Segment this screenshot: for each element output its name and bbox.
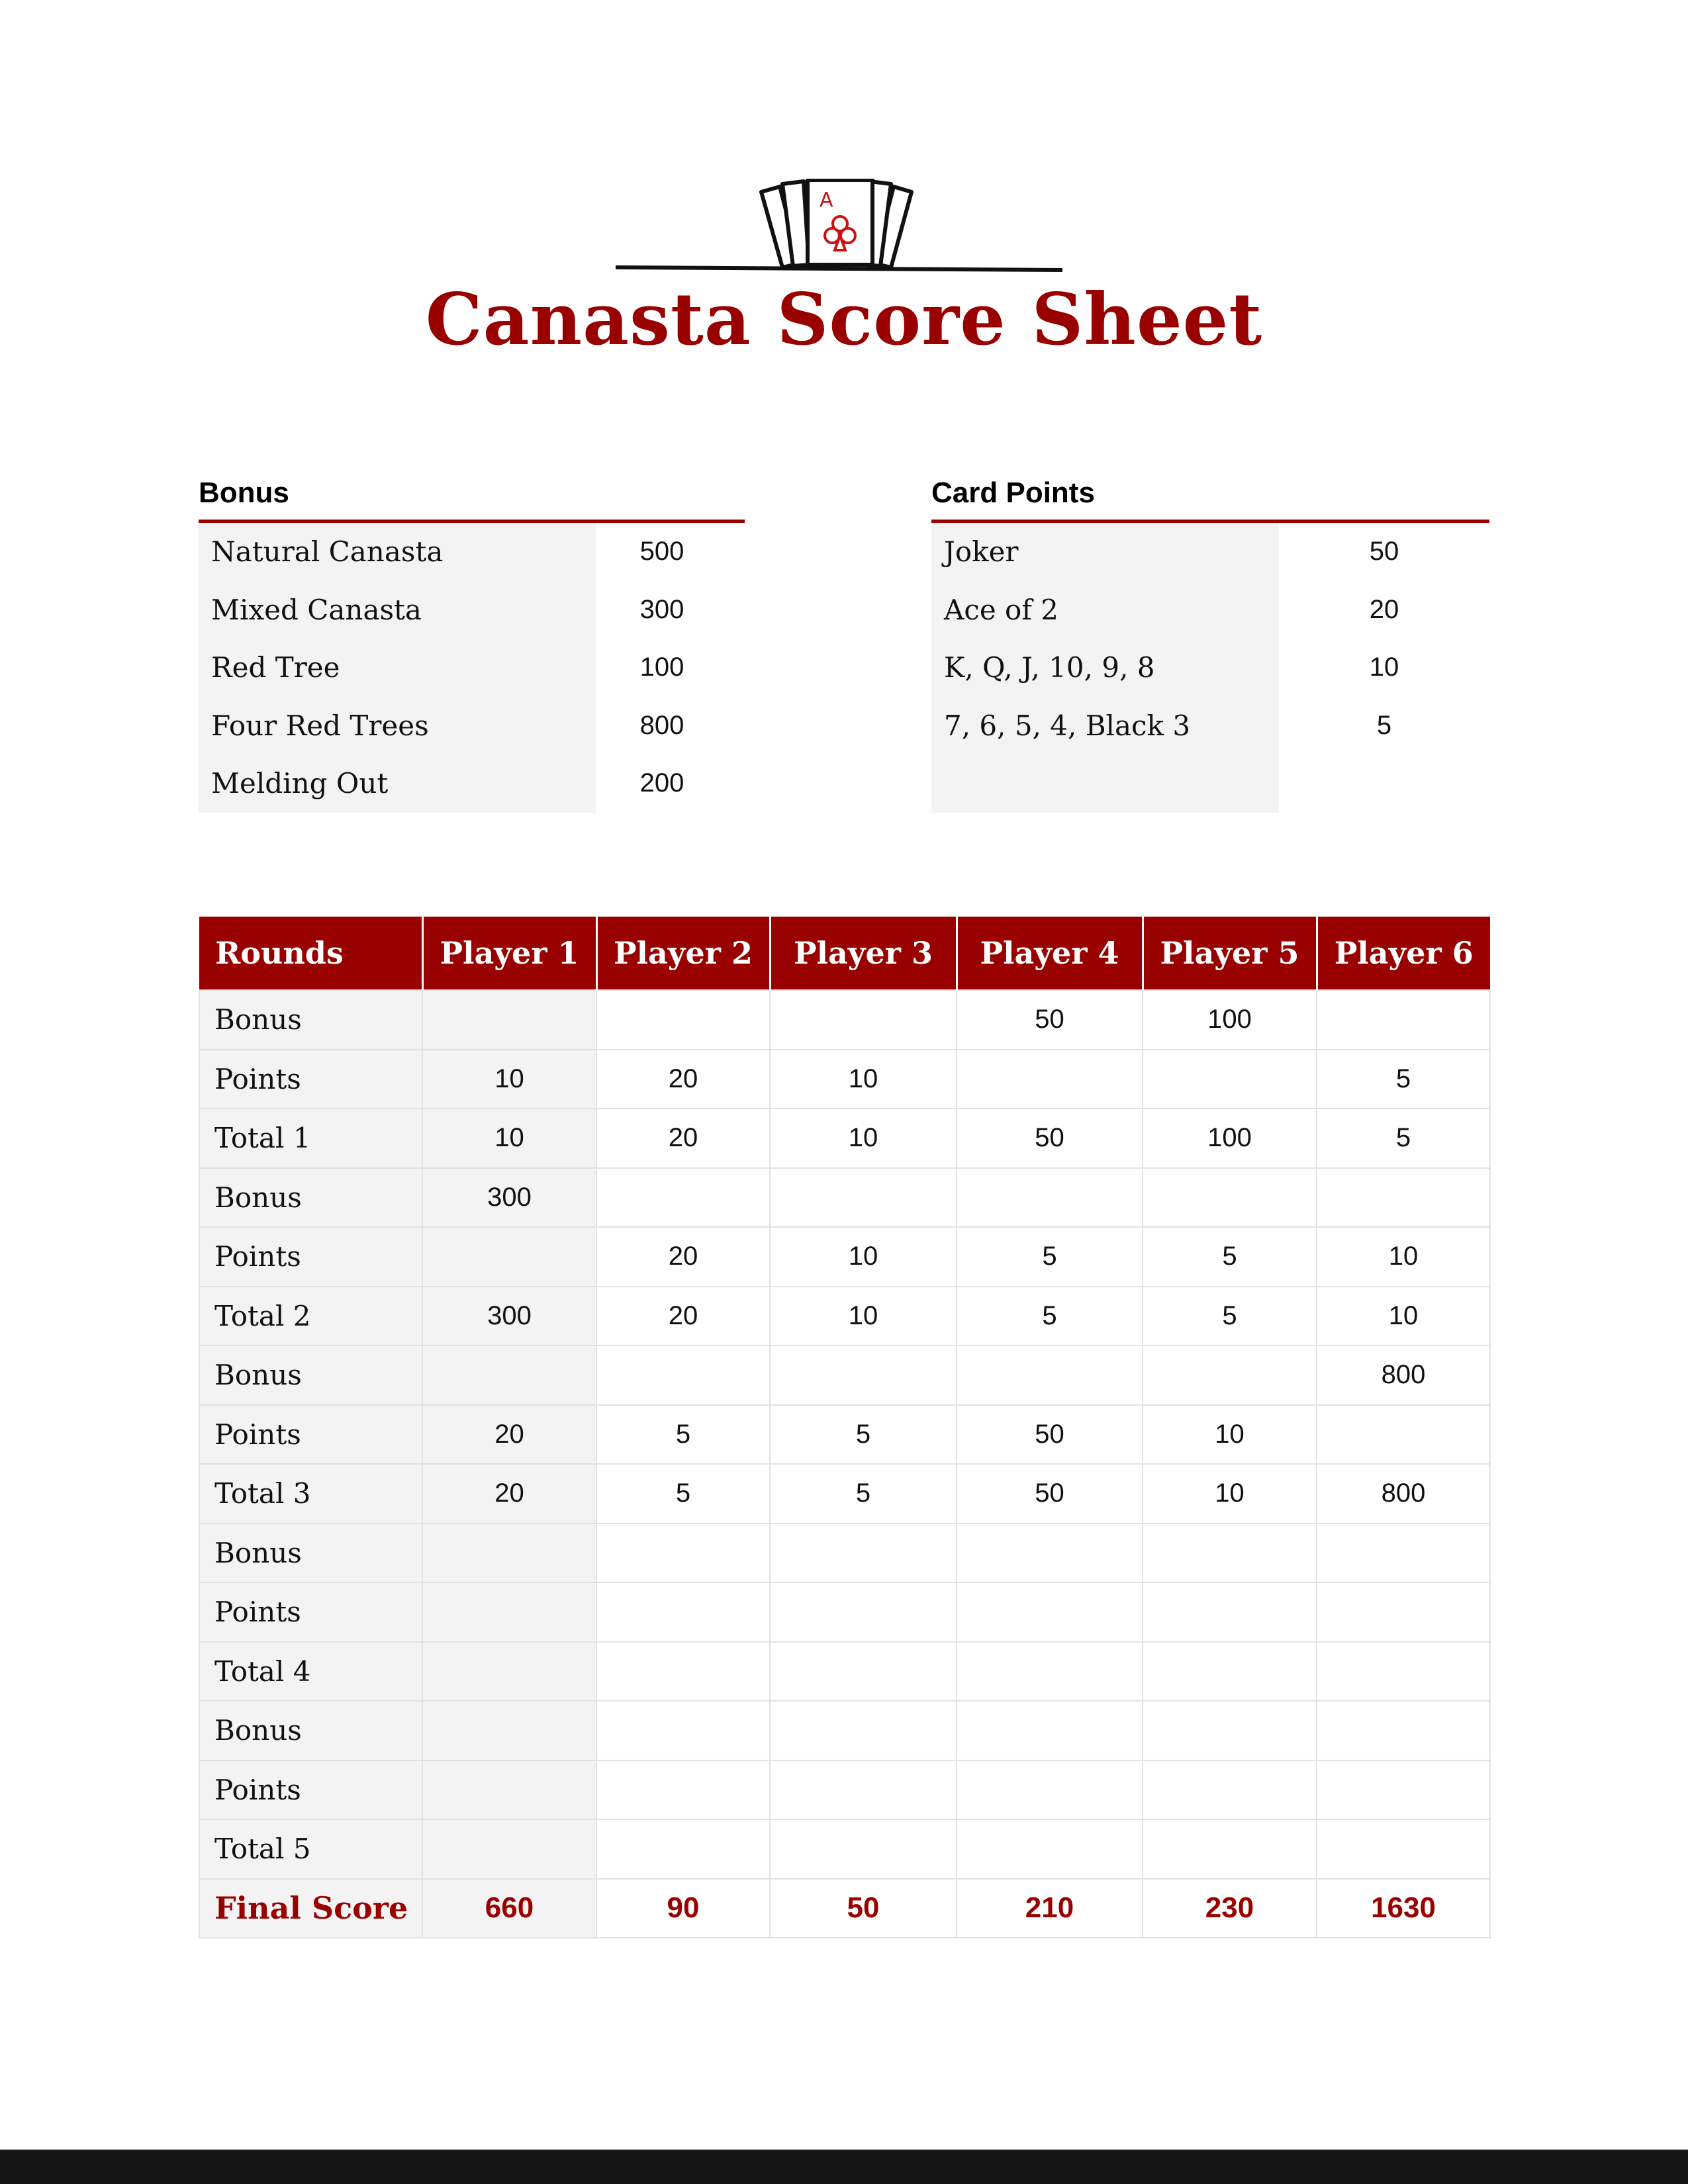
footer-bar [0, 2150, 1688, 2184]
table-row [199, 1050, 1490, 1109]
score-cell[interactable]: 10 [770, 1227, 957, 1287]
table-row [199, 1464, 1490, 1524]
score-cell[interactable] [770, 1524, 957, 1583]
score-cell[interactable] [596, 1642, 770, 1702]
round-label: Total 5 [199, 1819, 422, 1879]
score-cell[interactable]: 100 [1143, 1109, 1317, 1168]
bonus-row [199, 697, 745, 755]
score-cell[interactable] [422, 1227, 596, 1287]
score-cell[interactable] [422, 1524, 596, 1583]
player-column-header: Player 2 [596, 917, 770, 990]
score-cell[interactable] [422, 1760, 596, 1820]
round-label: Total 2 [199, 1287, 422, 1346]
score-cell[interactable]: 10 [1143, 1464, 1317, 1524]
card-points-row [931, 639, 1489, 697]
player-column-header: Player 6 [1317, 917, 1490, 990]
card-points-heading: Card Points [931, 470, 1489, 523]
score-cell[interactable] [770, 1168, 957, 1228]
round-label: Total 4 [199, 1642, 422, 1702]
score-cell[interactable] [770, 1701, 957, 1760]
table-row [199, 1582, 1490, 1642]
score-cell[interactable]: 5 [1317, 1109, 1490, 1168]
score-cell[interactable] [957, 1760, 1143, 1820]
score-cell[interactable] [770, 1345, 957, 1405]
score-cell[interactable] [422, 990, 596, 1050]
round-label: Total 3 [199, 1464, 422, 1524]
playing-cards-logo-icon [609, 179, 1066, 278]
round-label: Bonus [199, 1168, 422, 1228]
bonus-row [199, 581, 745, 639]
score-cell[interactable] [1143, 1760, 1317, 1820]
score-cell[interactable]: 100 [1143, 990, 1317, 1050]
round-label: Points [199, 1405, 422, 1465]
score-cell[interactable]: 50 [957, 1405, 1143, 1465]
table-row [199, 1819, 1490, 1879]
score-cell[interactable] [770, 1760, 957, 1820]
round-label: Points [199, 1050, 422, 1109]
score-cell[interactable] [596, 990, 770, 1050]
score-cell[interactable] [1143, 1819, 1317, 1879]
table-row [199, 1405, 1490, 1465]
score-cell[interactable]: 20 [596, 1287, 770, 1346]
round-label: Bonus [199, 990, 422, 1050]
score-cell[interactable]: 10 [422, 1050, 596, 1109]
score-cell[interactable]: 20 [596, 1227, 770, 1287]
score-cell[interactable] [1317, 1405, 1490, 1465]
table-row [199, 1345, 1490, 1405]
score-cell[interactable] [957, 1524, 1143, 1583]
score-cell[interactable] [1143, 1345, 1317, 1405]
score-cell[interactable]: 20 [422, 1464, 596, 1524]
score-cell[interactable] [1317, 1701, 1490, 1760]
round-label: Bonus [199, 1345, 422, 1405]
score-cell[interactable] [770, 990, 957, 1050]
bonus-label: Melding Out [211, 767, 389, 800]
final-score-cell[interactable]: 230 [1143, 1879, 1317, 1938]
card-points-row [931, 581, 1489, 639]
round-label: Points [199, 1582, 422, 1642]
card-label: 7, 6, 5, 4, Black 3 [944, 709, 1191, 742]
score-cell[interactable]: 5 [1143, 1287, 1317, 1346]
bonus-heading: Bonus [199, 470, 745, 523]
score-cell[interactable] [1317, 1760, 1490, 1820]
bonus-reference-table [199, 470, 745, 813]
card-label: K, Q, J, 10, 9, 8 [944, 651, 1155, 684]
round-label: Points [199, 1760, 422, 1820]
table-row [199, 1524, 1490, 1583]
final-score-cell[interactable]: 1630 [1317, 1879, 1490, 1938]
final-score-cell[interactable]: 50 [770, 1879, 957, 1938]
table-row [199, 1227, 1490, 1287]
score-cell[interactable] [1143, 1168, 1317, 1228]
final-score-cell[interactable]: 660 [422, 1879, 596, 1938]
final-score-row [199, 1879, 1490, 1938]
score-cell[interactable]: 5 [770, 1464, 957, 1524]
score-cell[interactable] [1317, 1582, 1490, 1642]
table-row [199, 990, 1490, 1050]
score-cell[interactable] [596, 1168, 770, 1228]
table-row [199, 1642, 1490, 1702]
final-score-cell[interactable]: 210 [957, 1879, 1143, 1938]
score-cell[interactable]: 10 [770, 1109, 957, 1168]
score-cell[interactable] [957, 1819, 1143, 1879]
score-cell[interactable] [1143, 1642, 1317, 1702]
score-cell[interactable] [422, 1819, 596, 1879]
score-cell[interactable] [770, 1582, 957, 1642]
card-value: 5 [1376, 710, 1392, 740]
score-cell[interactable] [770, 1819, 957, 1879]
score-cell[interactable] [1143, 1582, 1317, 1642]
score-cell[interactable] [957, 1642, 1143, 1702]
score-cell[interactable]: 50 [957, 990, 1143, 1050]
score-cell[interactable]: 20 [596, 1050, 770, 1109]
score-cell[interactable] [1143, 1701, 1317, 1760]
final-score-label: Final Score [199, 1879, 422, 1938]
player-column-header: Player 4 [957, 917, 1143, 990]
bonus-label: Natural Canasta [211, 535, 444, 569]
table-row [199, 1760, 1490, 1820]
score-cell[interactable]: 5 [596, 1405, 770, 1465]
score-cell[interactable]: 5 [596, 1464, 770, 1524]
score-cell[interactable] [1317, 1819, 1490, 1879]
table-row [199, 1109, 1490, 1168]
score-cell[interactable] [596, 1760, 770, 1820]
final-score-cell[interactable]: 90 [596, 1879, 770, 1938]
score-cell[interactable]: 10 [1143, 1405, 1317, 1465]
score-cell[interactable]: 20 [422, 1405, 596, 1465]
score-cell[interactable] [1317, 1642, 1490, 1702]
score-cell[interactable]: 10 [1317, 1227, 1490, 1287]
score-cell[interactable]: 50 [957, 1464, 1143, 1524]
score-cell[interactable] [1143, 1524, 1317, 1583]
bonus-label: Four Red Trees [211, 709, 429, 742]
score-cell[interactable] [596, 1819, 770, 1879]
round-label: Bonus [199, 1524, 422, 1583]
player-column-header: Player 1 [422, 917, 596, 990]
player-column-header: Player 3 [770, 917, 957, 990]
bonus-row [199, 754, 745, 813]
score-header-row [199, 917, 1490, 990]
score-cell[interactable] [957, 1168, 1143, 1228]
score-cell[interactable]: 20 [596, 1109, 770, 1168]
bonus-value: 800 [639, 710, 684, 740]
card-points-row [931, 523, 1489, 581]
bonus-row [199, 523, 745, 581]
card-points-row [931, 754, 1489, 813]
bonus-row [199, 639, 745, 697]
score-cell[interactable] [422, 1345, 596, 1405]
round-label: Bonus [199, 1701, 422, 1760]
card-points-row [931, 697, 1489, 755]
card-value: 50 [1369, 537, 1399, 567]
score-cell[interactable] [422, 1582, 596, 1642]
score-cell[interactable]: 10 [770, 1287, 957, 1346]
card-value: 10 [1369, 653, 1399, 682]
bonus-value: 500 [639, 537, 684, 567]
score-cell[interactable]: 800 [1317, 1345, 1490, 1405]
score-cell[interactable]: 800 [1317, 1464, 1490, 1524]
score-cell[interactable] [422, 1701, 596, 1760]
score-cell[interactable] [957, 1345, 1143, 1405]
score-cell[interactable] [1317, 990, 1490, 1050]
score-cell[interactable] [596, 1582, 770, 1642]
score-cell[interactable] [596, 1524, 770, 1583]
score-cell[interactable]: 5 [957, 1227, 1143, 1287]
score-cell[interactable] [957, 1582, 1143, 1642]
round-label: Total 1 [199, 1109, 422, 1168]
score-cell[interactable]: 50 [957, 1109, 1143, 1168]
score-cell[interactable] [770, 1642, 957, 1702]
score-cell[interactable]: 300 [422, 1287, 596, 1346]
score-cell[interactable]: 300 [422, 1168, 596, 1228]
score-cell[interactable] [957, 1050, 1143, 1109]
page-title: Canasta Score Sheet [425, 278, 1263, 361]
round-label: Points [199, 1227, 422, 1287]
card-label: Ace of 2 [944, 593, 1058, 626]
score-cell[interactable] [1143, 1050, 1317, 1109]
table-row [199, 1287, 1490, 1346]
table-row [199, 1168, 1490, 1228]
table-row [199, 1701, 1490, 1760]
score-cell[interactable]: 10 [770, 1050, 957, 1109]
score-cell[interactable]: 5 [1143, 1227, 1317, 1287]
player-column-header: Player 5 [1143, 917, 1317, 990]
logo-underline [616, 267, 1062, 270]
card-value: 20 [1369, 594, 1399, 624]
card-points-reference-table [931, 470, 1489, 813]
score-cell[interactable]: 10 [422, 1109, 596, 1168]
score-cell[interactable]: 10 [1317, 1287, 1490, 1346]
score-table [199, 917, 1491, 1938]
score-cell[interactable] [422, 1642, 596, 1702]
rounds-column-header: Rounds [199, 917, 422, 990]
card-letter: A [820, 189, 833, 212]
score-cell[interactable]: 5 [957, 1287, 1143, 1346]
card-label: Joker [944, 535, 1019, 569]
bonus-value: 100 [639, 653, 684, 682]
score-cell[interactable] [1317, 1524, 1490, 1583]
score-cell[interactable] [596, 1701, 770, 1760]
bonus-label: Red Tree [211, 651, 340, 684]
bonus-value: 300 [639, 594, 684, 624]
score-cell[interactable]: 5 [1317, 1050, 1490, 1109]
score-cell[interactable] [596, 1345, 770, 1405]
score-cell[interactable]: 5 [770, 1405, 957, 1465]
score-cell[interactable] [1317, 1168, 1490, 1228]
score-cell[interactable] [957, 1701, 1143, 1760]
bonus-value: 200 [639, 768, 684, 798]
bonus-label: Mixed Canasta [211, 593, 422, 626]
